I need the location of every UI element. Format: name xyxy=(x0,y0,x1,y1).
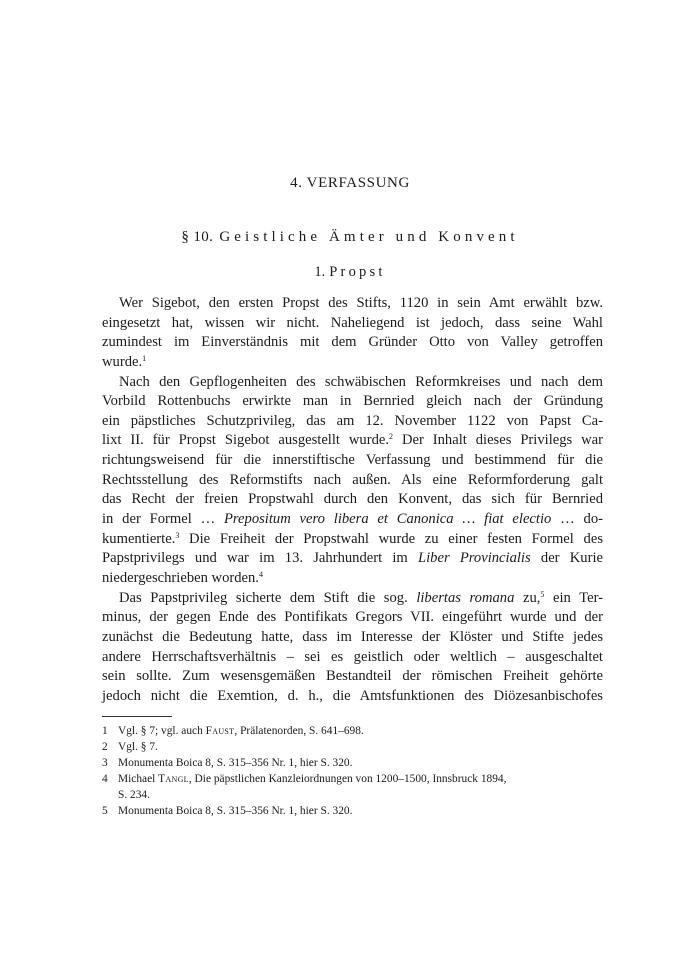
text-line: kumentierte.$^3$ Die Freiheit der Propstwahl wurde zu einer festen Formel des xyxy=(102,530,603,547)
footnote-ref[interactable]: 1 xyxy=(142,353,147,363)
footnote-divider xyxy=(102,716,172,717)
text-line: richtungsweisend für die innerstiftische Verfassung und bestimmend für die xyxy=(102,452,603,469)
text-line: Wer Sigebot, den ersten Propst des Stifts, 1120 in sein Amt erwählt bzw. xyxy=(119,295,603,311)
section-title: Geistliche Ämter und Konvent xyxy=(219,229,519,245)
footnote xyxy=(102,755,603,771)
chapter-heading: 4. VERFASSUNG xyxy=(290,175,410,191)
footnote xyxy=(102,723,603,739)
footnote-text: Monumenta Boica 8, S. 315–356 Nr. 1, hier S. 320. xyxy=(118,805,353,817)
footnote xyxy=(102,803,603,819)
body-text xyxy=(102,294,603,706)
footnote xyxy=(102,771,603,803)
subsection-title: Propst xyxy=(329,264,386,280)
section-heading xyxy=(0,229,700,246)
footnote-number: 5 xyxy=(102,805,108,817)
section-number: § 10. xyxy=(181,229,214,245)
text-line: zunächst die Bedeutung hatte, dass im Interesse der Klöster und Stifte jedes xyxy=(102,628,603,645)
text-line: eingesetzt hat, wissen wir nicht. Naheliegend ist jedoch, dass seine Wahl xyxy=(102,314,603,331)
text-line: niedergeschrieben worden.$^4$ xyxy=(102,569,263,586)
text-line: Nach den Gepflogenheiten des schwäbischen Reformkreises und nach dem xyxy=(119,373,603,390)
footnote xyxy=(102,739,603,755)
footnote-ref[interactable]: 5 xyxy=(540,589,545,599)
text-line: das Recht der freien Propstwahl durch den Konvent, das sich für Bernried xyxy=(102,491,603,508)
footnote-number: 4 xyxy=(102,773,108,785)
text-line: wurde.$^1$ xyxy=(102,353,147,370)
footnote-text: Vgl. § 7; vgl. auch Faust, Prälatenorden, S. 641–698. xyxy=(118,725,364,737)
footnote-text: Monumenta Boica 8, S. 315–356 Nr. 1, hier S. 320. xyxy=(118,757,353,769)
text-line: ein päpstliches Schutzprivileg, das am 12. November 1122 von Papst Ca- xyxy=(102,412,603,429)
text-line: Papstprivilegs und war im 13. Jahrhundert im Liber Provincialis der Kurie xyxy=(102,550,603,567)
text-line: Rechtsstellung des Reformstifts nach außen. Als eine Reformforderung galt xyxy=(102,471,603,488)
subsection-number: 1. xyxy=(314,264,326,280)
latin-term: libertas romana xyxy=(416,589,515,606)
footnote-number: 2 xyxy=(102,741,108,753)
text-line: Vorbild Rottenbuchs erwirkte man in Bernried gleich nach der Gründung xyxy=(102,393,603,410)
footnote-text: Michael Tangl, Die päpstlichen Kanzleiordnungen von 1200–1500, Innsbruck 1894, S. 234. xyxy=(118,773,507,801)
text-line: sein sollte. Zum wesensgemäßen Bestandteil der römischen Freiheit gehörte xyxy=(102,668,603,685)
work-title: Liber Provincialis xyxy=(418,550,531,567)
footnote-ref[interactable]: 4 xyxy=(258,569,263,579)
footnote-number: 3 xyxy=(102,757,108,769)
footnote-ref[interactable]: 2 xyxy=(389,432,394,442)
footnote-number: 1 xyxy=(102,725,108,737)
footnote-text: Vgl. § 7. xyxy=(118,741,158,753)
text-line: zumindest im Einverständnis mit dem Gründer Otto von Valley getroffen xyxy=(102,334,603,351)
text-line: in der Formel … Prepositum vero libera et Canonica … fiat electio … do- xyxy=(102,511,603,528)
footnotes xyxy=(102,723,603,819)
text-line: minus, der gegen Ende des Pontifikats Gregors VII. eingeführt wurde und der xyxy=(102,609,603,626)
text-line: lixt II. für Propst Sigebot ausgestellt wurde.$^2$ Der Inhalt dieses Privilegs war xyxy=(102,432,604,449)
subsection-heading xyxy=(0,264,700,281)
text-line: jedoch nicht die Exemtion, d. h., die Amtsfunktionen des Diözesanbischofes xyxy=(102,687,603,704)
text-line: andere Herrschaftsverhältnis – sei es geistlich oder weltlich – ausgeschaltet xyxy=(102,648,603,665)
latin-quote: Prepositum vero libera et Canonica … fiat electio xyxy=(224,511,552,528)
text-line: Das Papstprivileg sicherte dem Stift die sog. libertas romana zu,$^5$ ein Ter- xyxy=(119,589,603,606)
footnote-ref[interactable]: 3 xyxy=(175,530,180,540)
